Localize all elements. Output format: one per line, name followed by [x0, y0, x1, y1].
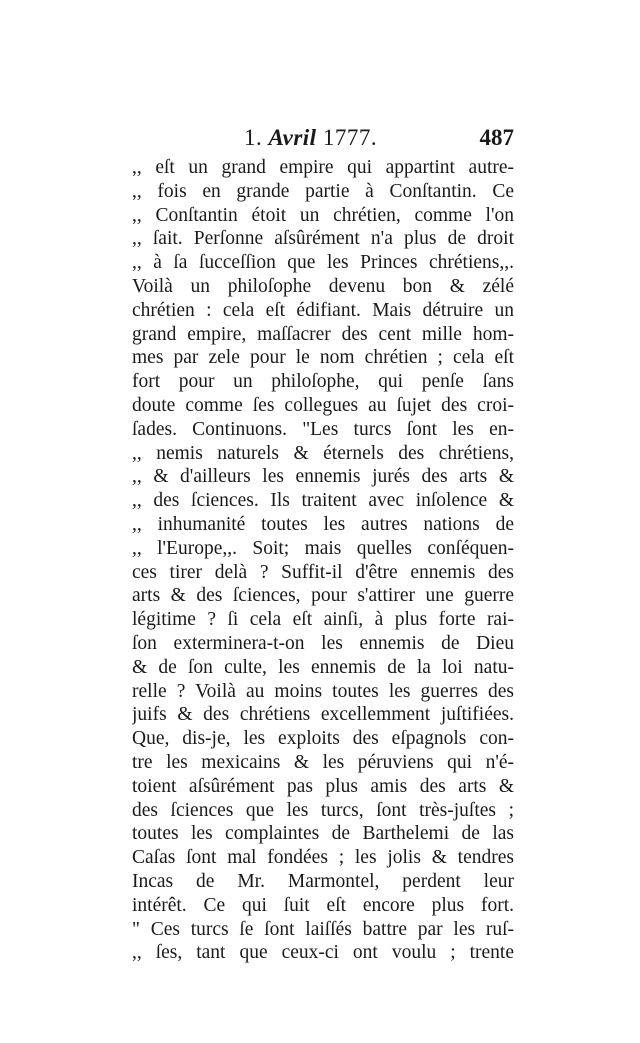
text-line: ,, inhumanité toutes les autres nations de [132, 513, 514, 535]
date-month: Avril [268, 125, 317, 150]
text-line: tre les mexicains & les péruviens qui n'é- [132, 751, 514, 773]
text-line: intérêt. Ce qui ſuit eſt encore plus fort. [132, 894, 514, 916]
text-line: grand empire, maſſacrer des cent mille hom- [132, 323, 514, 345]
text-line: ,, à ſa ſucceſſion que les Princes chrétiens,,. [132, 252, 514, 274]
text-line: ,, Conſtantin étoit un chrétien, comme l'on [132, 204, 514, 226]
text-line: Voilà un philoſophe devenu bon & zélé [132, 275, 514, 297]
date-year: 1777. [322, 125, 378, 150]
text-line: juifs & des chrétiens excellemment juſtifiées. [132, 704, 514, 726]
text-line: Que, dis-je, les exploits des eſpagnols con- [132, 728, 514, 750]
text-line: ,, nemis naturels & éternels des chrétiens, [132, 442, 514, 464]
running-head [132, 125, 514, 155]
text-line: mes par zele pour le nom chrétien ; cela eſt [132, 347, 514, 369]
text-line: ,, des ſciences. Ils traitent avec inſolence & [132, 490, 514, 512]
text-line: " Ces turcs ſe ſont laiſſés battre par les ruſ- [132, 918, 514, 940]
text-line: ,, l'Europe,,. Soit; mais quelles conſéquen- [132, 537, 514, 559]
text-line: ,, fois en grande partie à Conſtantin. Ce [132, 180, 514, 202]
text-line: des ſciences que les turcs, ſont très-juſtes ; [132, 799, 514, 821]
text-line: ,, ſes, tant que ceux-ci ont voulu ; trente [132, 942, 514, 964]
text-line: ces tirer delà ? Suffit-il d'être ennemis des [132, 561, 514, 583]
text-line: ,, & d'ailleurs les ennemis jurés des arts & [132, 466, 514, 488]
text-line: ,, ſait. Perſonne aſsûrément n'a plus de droit [132, 228, 514, 250]
text-line: arts & des ſciences, pour s'attirer une guerre [132, 585, 514, 607]
text-line: chrétien : cela eſt édifiant. Mais détruire un [132, 299, 514, 321]
page-number: 487 [479, 125, 514, 150]
text-line: fort pour un philoſophe, qui penſe ſans [132, 371, 514, 393]
text-line: toutes les complaintes de Barthelemi de las [132, 823, 514, 845]
text-line: & de ſon culte, les ennemis de la loi natu- [132, 656, 514, 678]
text-line: légitime ? ſi cela eſt ainſi, à plus forte rai- [132, 609, 514, 631]
date-day: 1. [244, 125, 263, 150]
text-line: relle ? Voilà au moins toutes les guerres des [132, 680, 514, 702]
text-line: Incas de Mr. Marmontel, perdent leur [132, 870, 514, 892]
text-line: toient aſsûrément pas plus amis des arts & [132, 775, 514, 797]
running-head-date [244, 125, 377, 151]
text-line: ſon exterminera-t-on les ennemis de Dieu [132, 632, 514, 654]
text-line: doute comme ſes collegues au ſujet des croi- [132, 394, 514, 416]
text-line: ,, eſt un grand empire qui appartint autre- [132, 157, 514, 178]
body-text [132, 156, 514, 965]
text-line: Caſas ſont mal fondées ; les jolis & tendres [132, 847, 514, 869]
text-line: ſades. Continuons. "Les turcs ſont les en- [132, 418, 514, 440]
